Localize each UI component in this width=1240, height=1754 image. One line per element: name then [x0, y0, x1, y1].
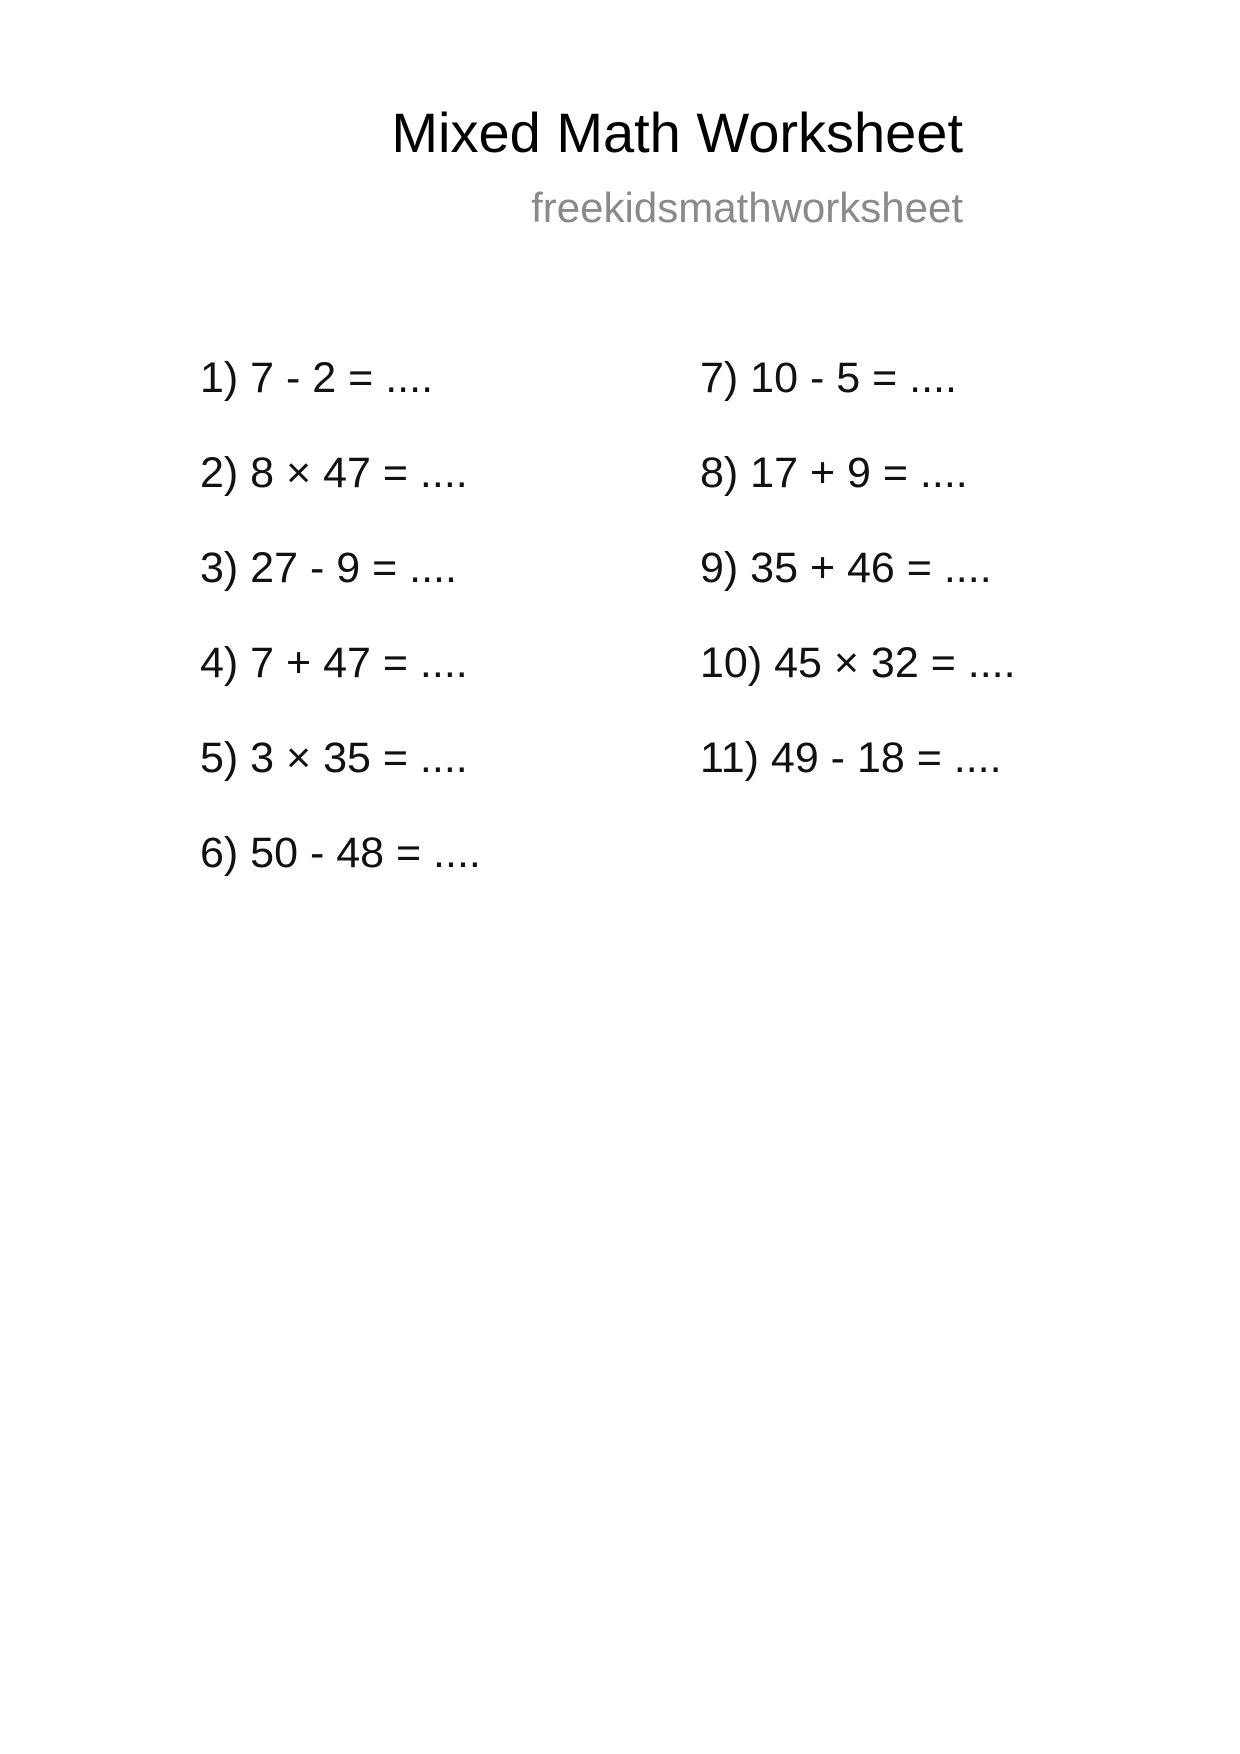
problems-right-column	[700, 350, 1016, 825]
worksheet-title: Mixed Math Worksheet	[391, 101, 963, 164]
problem-11: 11) 49 - 18 = ....	[700, 734, 1002, 782]
problem-6: 6) 50 - 48 = ....	[200, 829, 481, 877]
problem-3: 3) 27 - 9 = ....	[200, 544, 457, 592]
problem-1: 1) 7 - 2 = ....	[200, 354, 434, 402]
problems-left-column	[200, 350, 481, 920]
worksheet-subtitle: freekidsmathworksheet	[531, 184, 963, 231]
problem-4: 4) 7 + 47 = ....	[200, 639, 468, 687]
problem-9: 9) 35 + 46 = ....	[700, 544, 992, 592]
problem-10: 10) 45 × 32 = ....	[700, 639, 1016, 687]
problem-2: 2) 8 × 47 = ....	[200, 449, 468, 497]
problem-7: 7) 10 - 5 = ....	[700, 354, 957, 402]
problem-5: 5) 3 × 35 = ....	[200, 734, 468, 782]
problem-8: 8) 17 + 9 = ....	[700, 449, 968, 497]
